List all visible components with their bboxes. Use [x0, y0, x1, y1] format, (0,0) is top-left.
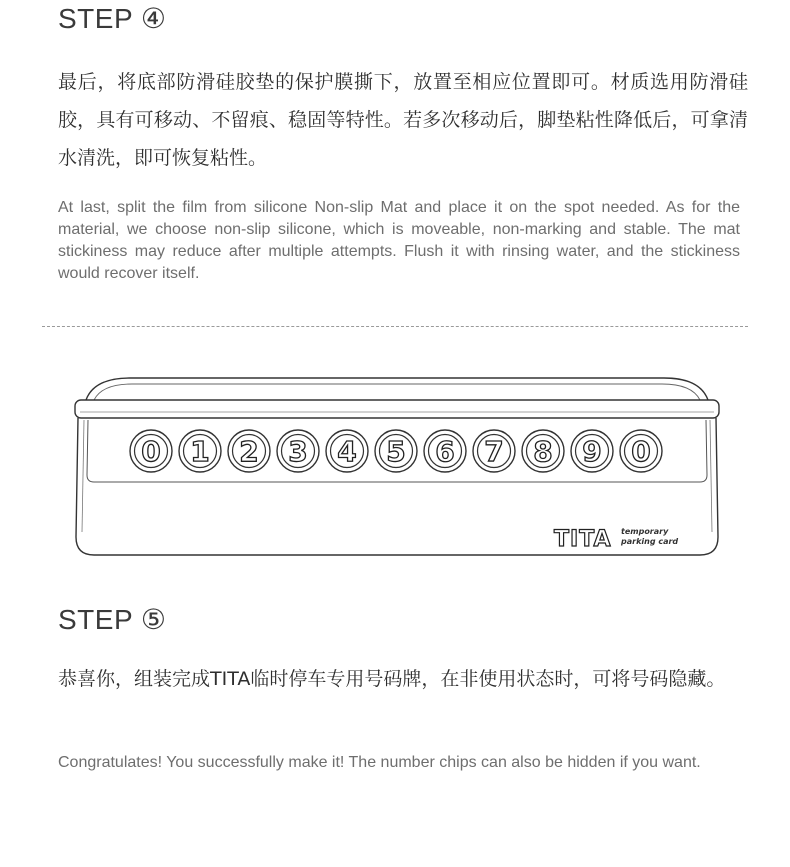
step-4-chinese-description: 最后，将底部防滑硅胶垫的保护膜撕下，放置至相应位置即可。材质选用防滑硅胶，具有可移动、不留痕、稳固等特性。若多次移动后，脚垫粘性降低后，可拿清水清洗，即可恢复粘性。 [58, 71, 748, 169]
brand-tagline-line1: temporary [621, 527, 669, 536]
number-chip-7 [473, 430, 515, 472]
step-4-english-description: At last, split the film from silicone Non-slip Mat and place it on the spot needed. As for the material, we choose non-slip silicone, which is moveable, non-marking and stable. The mat stickiness may reduce after multiple attempts. Flush it with rinsing water, and the stickiness would recover itself. [58, 199, 740, 282]
number-chip-digit: 9 [582, 435, 602, 468]
number-chip-digit: 1 [190, 435, 210, 468]
step-5-chinese-description: 恭喜你，组装完成TITA临时停车专用号码牌，在非使用状态时，可将号码隐藏。 [58, 668, 726, 690]
number-chip-3 [277, 430, 319, 472]
number-chips-row [130, 430, 662, 472]
number-chip-2 [228, 430, 270, 472]
number-chip-6 [424, 430, 466, 472]
number-chip-0 [130, 430, 172, 472]
number-chip-9 [571, 430, 613, 472]
number-chip-digit: 5 [386, 435, 406, 468]
number-chip-digit: 7 [484, 435, 504, 468]
card-lid-front [75, 400, 719, 418]
parking-card-illustration [70, 372, 724, 558]
number-chip-10 [620, 430, 662, 472]
number-chip-8 [522, 430, 564, 472]
step-5-title: STEP ⑤ [58, 604, 167, 635]
number-chip-digit: 0 [141, 435, 161, 468]
card-body-inner-side-right [710, 420, 712, 532]
number-chip-1 [179, 430, 221, 472]
brand-logo-text: TITA [554, 527, 612, 552]
number-chip-digit: 2 [239, 435, 259, 468]
number-chip-digit: 8 [533, 435, 553, 468]
number-chip-digit: 3 [288, 435, 308, 468]
step-4-title: STEP ④ [58, 3, 167, 34]
dashed-divider [42, 326, 748, 327]
card-body-inner-side-left [82, 420, 84, 532]
number-chip-digit: 4 [337, 435, 357, 468]
number-chip-4 [326, 430, 368, 472]
brand-tagline-line2: parking card [621, 537, 679, 546]
card-lid-back-inner [94, 384, 700, 400]
number-chip-digit: 0 [631, 435, 651, 468]
step-5-english-description: Congratulates! You successfully make it! The number chips can also be hidden if you want. [58, 754, 701, 771]
number-chip-5 [375, 430, 417, 472]
number-chip-digit: 6 [435, 435, 455, 468]
card-lid-back [86, 378, 708, 400]
